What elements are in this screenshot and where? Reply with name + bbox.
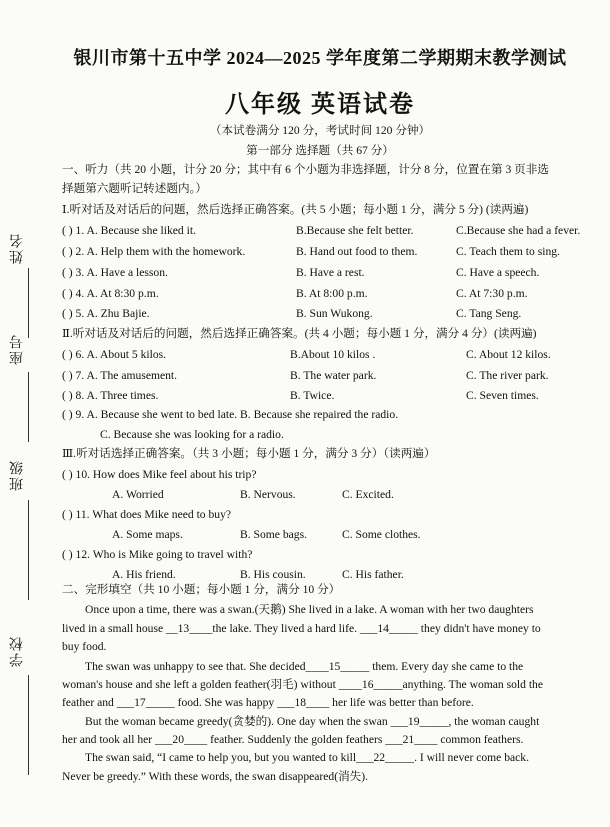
listening-intro-line-1: 一、听力（共 20 小题，计分 20 分；其中有 6 个小题为非选择题，计分 8 分，位置在第 3 页非选 xyxy=(62,163,549,176)
q10-option-c[interactable]: C. Excited. xyxy=(342,488,394,501)
q5-option-a[interactable]: ( ) 5. A. Zhu Bajie. xyxy=(62,307,150,320)
q6-option-c[interactable]: C. About 12 kilos. xyxy=(466,348,551,361)
q11-option-a[interactable]: A. Some maps. xyxy=(112,528,183,541)
name-blank-line xyxy=(28,268,29,338)
q9-option-c[interactable]: C. Because she was looking for a radio. xyxy=(100,428,284,441)
side-label-class: 班级 xyxy=(10,459,25,491)
q10-option-a[interactable]: A. Worried xyxy=(112,488,164,501)
exam-title: 银川市第十五中学 2024—2025 学年度第二学期期末教学测试 xyxy=(73,48,567,68)
q6-option-b[interactable]: B.About 10 kilos . xyxy=(290,348,376,361)
side-label-school: 学校 xyxy=(10,635,25,667)
seat-blank-line xyxy=(28,372,29,442)
listening-intro-line-2: 择题第六题听记转述题内。） xyxy=(62,182,207,195)
q7-option-c[interactable]: C. The river park. xyxy=(466,369,549,382)
q10-option-b[interactable]: B. Nervous. xyxy=(240,488,296,501)
school-blank-line xyxy=(28,675,29,775)
q12-option-c[interactable]: C. His father. xyxy=(342,568,404,581)
cloze-line: feather and ___17_____ food. She was happy ___18____ her life was better than before. xyxy=(62,696,474,709)
part1-title: 第一部分 选择题（共 67 分） xyxy=(246,144,394,157)
q3-option-b[interactable]: B. Have a rest. xyxy=(296,266,365,279)
q12-option-a[interactable]: A. His friend. xyxy=(112,568,176,581)
exam-info: （本试卷满分 120 分，考试时间 120 分钟） xyxy=(209,124,431,137)
section1-header: Ⅰ.听对话及对话后的问题，然后选择正确答案。(共 5 小题；每小题 1 分，满分 5 分) (读两遍) xyxy=(62,203,529,216)
q10-question: ( ) 10. How does Mike feel about his trip? xyxy=(62,468,257,481)
q1-option-c[interactable]: C.Because she had a fever. xyxy=(456,224,581,237)
cloze-line: The swan was unhappy to see that. She decided____15_____ them. Every day she came to the xyxy=(85,660,524,673)
q11-option-c[interactable]: C. Some clothes. xyxy=(342,528,421,541)
q12-option-b[interactable]: B. His cousin. xyxy=(240,568,306,581)
side-label-seat: 座号 xyxy=(10,333,25,365)
q2-option-c[interactable]: C. Teach them to sing. xyxy=(456,245,560,258)
q4-option-b[interactable]: B. At 8:00 p.m. xyxy=(296,287,368,300)
cloze-line: Never be greedy.” With these words, the swan disappeared(消失). xyxy=(62,770,369,783)
q12-question: ( ) 12. Who is Mike going to travel with? xyxy=(62,548,253,561)
q11-question: ( ) 11. What does Mike need to buy? xyxy=(62,508,232,521)
q4-option-c[interactable]: C. At 7:30 p.m. xyxy=(456,287,528,300)
cloze-line: her and took all her ___20____ feather. Suddenly the golden feathers ___21____ common feathers. xyxy=(62,733,524,746)
q2-option-b[interactable]: B. Hand out food to them. xyxy=(296,245,418,258)
cloze-line: lived in a small house __13____the lake. They lived a hard life. ___14_____ they didn't have money to xyxy=(62,622,541,635)
cloze-line: But the woman became greedy(贪婪的). One day when the swan ___19_____, the woman caught xyxy=(85,715,540,728)
side-label-name: 姓名 xyxy=(10,232,25,264)
q3-option-a[interactable]: ( ) 3. A. Have a lesson. xyxy=(62,266,168,279)
q8-option-b[interactable]: B. Twice. xyxy=(290,389,335,402)
cloze-line: buy food. xyxy=(62,640,107,653)
section2-header: Ⅱ.听对话及对话后的问题，然后选择正确答案。(共 4 小题；每小题 1 分，满分 4 分）(读两遍) xyxy=(62,327,537,340)
cloze-line: Once upon a time, there was a swan.(天鹅) She lived in a lake. A woman with her two daughters xyxy=(85,603,534,616)
q4-option-a[interactable]: ( ) 4. A. At 8:30 p.m. xyxy=(62,287,159,300)
q9-options-ab[interactable]: ( ) 9. A. Because she went to bed late. B. Because she repaired the radio. xyxy=(62,408,399,421)
q8-option-c[interactable]: C. Seven times. xyxy=(466,389,539,402)
exam-subtitle: 八年级 英语试卷 xyxy=(225,92,415,118)
q7-option-b[interactable]: B. The water park. xyxy=(290,369,377,382)
q6-option-a[interactable]: ( ) 6. A. About 5 kilos. xyxy=(62,348,167,361)
q2-option-a[interactable]: ( ) 2. A. Help them with the homework. xyxy=(62,245,246,258)
class-blank-line xyxy=(28,500,29,600)
cloze-line: The swan said, “I came to help you, but you wanted to kill___22_____. I will never come back. xyxy=(85,751,529,764)
q5-option-b[interactable]: B. Sun Wukong. xyxy=(296,307,373,320)
section3-header: Ⅲ.听对话选择正确答案。（共 3 小题；每小题 1 分，满分 3 分）（读两遍） xyxy=(62,447,436,460)
q11-option-b[interactable]: B. Some bags. xyxy=(240,528,307,541)
cloze-line: woman's house and she left a golden feather(羽毛) without ____16_____anything. The woman sold the xyxy=(62,678,543,691)
q5-option-c[interactable]: C. Tang Seng. xyxy=(456,307,522,320)
cloze-header: 二、完形填空（共 10 小题；每小题 1 分，满分 10 分） xyxy=(62,583,341,596)
q7-option-a[interactable]: ( ) 7. A. The amusement. xyxy=(62,369,178,382)
q1-option-a[interactable]: ( ) 1. A. Because she liked it. xyxy=(62,224,196,237)
q3-option-c[interactable]: C. Have a speech. xyxy=(456,266,540,279)
q1-option-b[interactable]: B.Because she felt better. xyxy=(296,224,414,237)
q8-option-a[interactable]: ( ) 8. A. Three times. xyxy=(62,389,159,402)
